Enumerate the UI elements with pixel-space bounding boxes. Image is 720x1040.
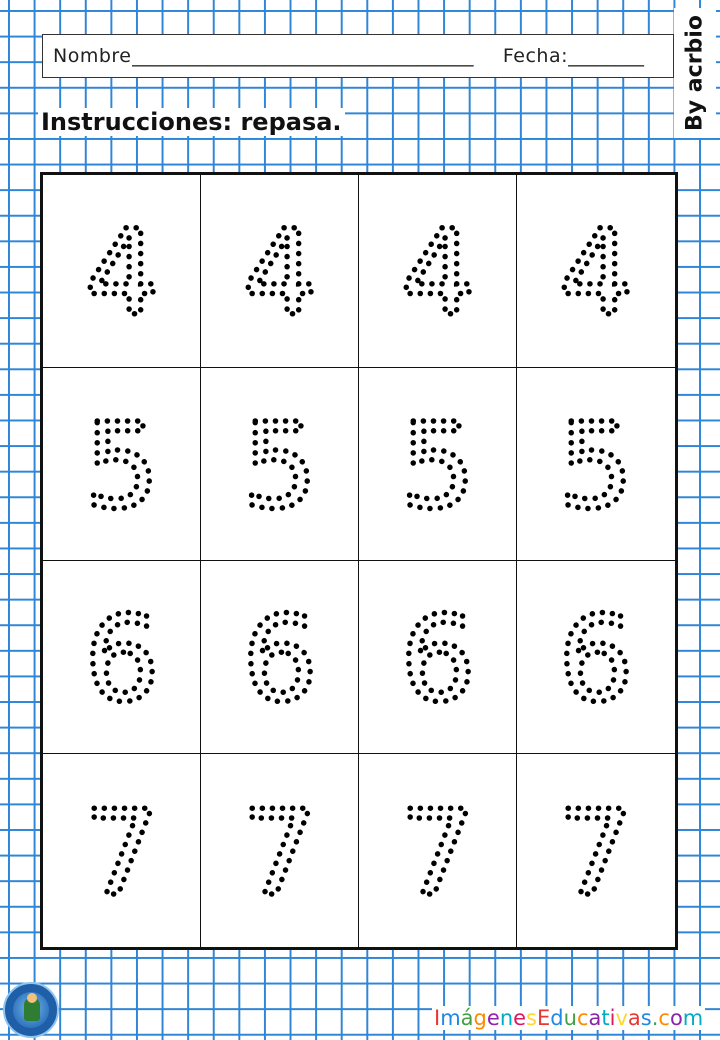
- instructions-text: Instrucciones: repasa.: [38, 108, 345, 136]
- trace-cell[interactable]: [359, 368, 517, 561]
- digit-5: 5: [83, 397, 160, 535]
- digit-4: 4: [241, 204, 318, 342]
- digit-7: 7: [399, 783, 476, 922]
- trace-cell[interactable]: [201, 754, 359, 947]
- site-logo-icon: [3, 982, 59, 1038]
- digit-7: 7: [558, 783, 634, 922]
- digit-5: 5: [399, 397, 476, 535]
- dotted-digit: [77, 590, 167, 728]
- digit-4: 4: [399, 204, 476, 342]
- trace-cell[interactable]: [517, 368, 675, 561]
- dotted-digit: [235, 204, 325, 342]
- digit-7: 7: [83, 783, 160, 922]
- digit-4: 4: [83, 204, 160, 342]
- dotted-digit: [393, 204, 483, 342]
- date-label: Fecha:: [502, 45, 568, 67]
- trace-cell[interactable]: [43, 561, 201, 754]
- trace-cell[interactable]: [359, 561, 517, 754]
- date-field[interactable]: ________: [568, 45, 644, 67]
- digit-6: 6: [83, 590, 160, 728]
- dotted-digit: [551, 783, 641, 922]
- author-text: By acrbio: [682, 15, 708, 131]
- dotted-digit: [551, 204, 641, 342]
- trace-cell[interactable]: [43, 754, 201, 947]
- trace-cell[interactable]: [359, 754, 517, 947]
- dotted-digit: [393, 397, 483, 535]
- tracing-grid: [40, 172, 678, 950]
- trace-cell[interactable]: [359, 175, 517, 368]
- digit-6: 6: [241, 590, 318, 728]
- dotted-digit: [77, 204, 167, 342]
- author-credit: [674, 8, 716, 138]
- dotted-digit: [393, 783, 483, 922]
- name-date-header: [42, 34, 674, 78]
- trace-cell[interactable]: [517, 754, 675, 947]
- trace-cell[interactable]: [517, 561, 675, 754]
- dotted-digit: [551, 397, 641, 535]
- dotted-digit: [235, 397, 325, 535]
- dotted-digit: [77, 397, 167, 535]
- trace-cell[interactable]: [517, 175, 675, 368]
- name-label: Nombre: [53, 45, 132, 67]
- trace-cell[interactable]: [201, 175, 359, 368]
- dotted-digit: [235, 590, 325, 728]
- digit-6: 6: [558, 590, 634, 728]
- digit-7: 7: [241, 783, 318, 922]
- dotted-digit: [551, 590, 641, 728]
- brand-watermark: ImágenesEducativas.com: [434, 1006, 704, 1030]
- digit-4: 4: [558, 204, 634, 342]
- trace-cell[interactable]: [43, 175, 201, 368]
- dotted-digit: [393, 590, 483, 728]
- dotted-digit: [77, 783, 167, 922]
- digit-5: 5: [241, 397, 318, 535]
- trace-cell[interactable]: [201, 561, 359, 754]
- digit-5: 5: [558, 397, 634, 535]
- trace-cell[interactable]: [43, 368, 201, 561]
- name-field[interactable]: ____________________________________: [131, 45, 474, 67]
- dotted-digit: [235, 783, 325, 922]
- digit-6: 6: [399, 590, 476, 728]
- trace-cell[interactable]: [201, 368, 359, 561]
